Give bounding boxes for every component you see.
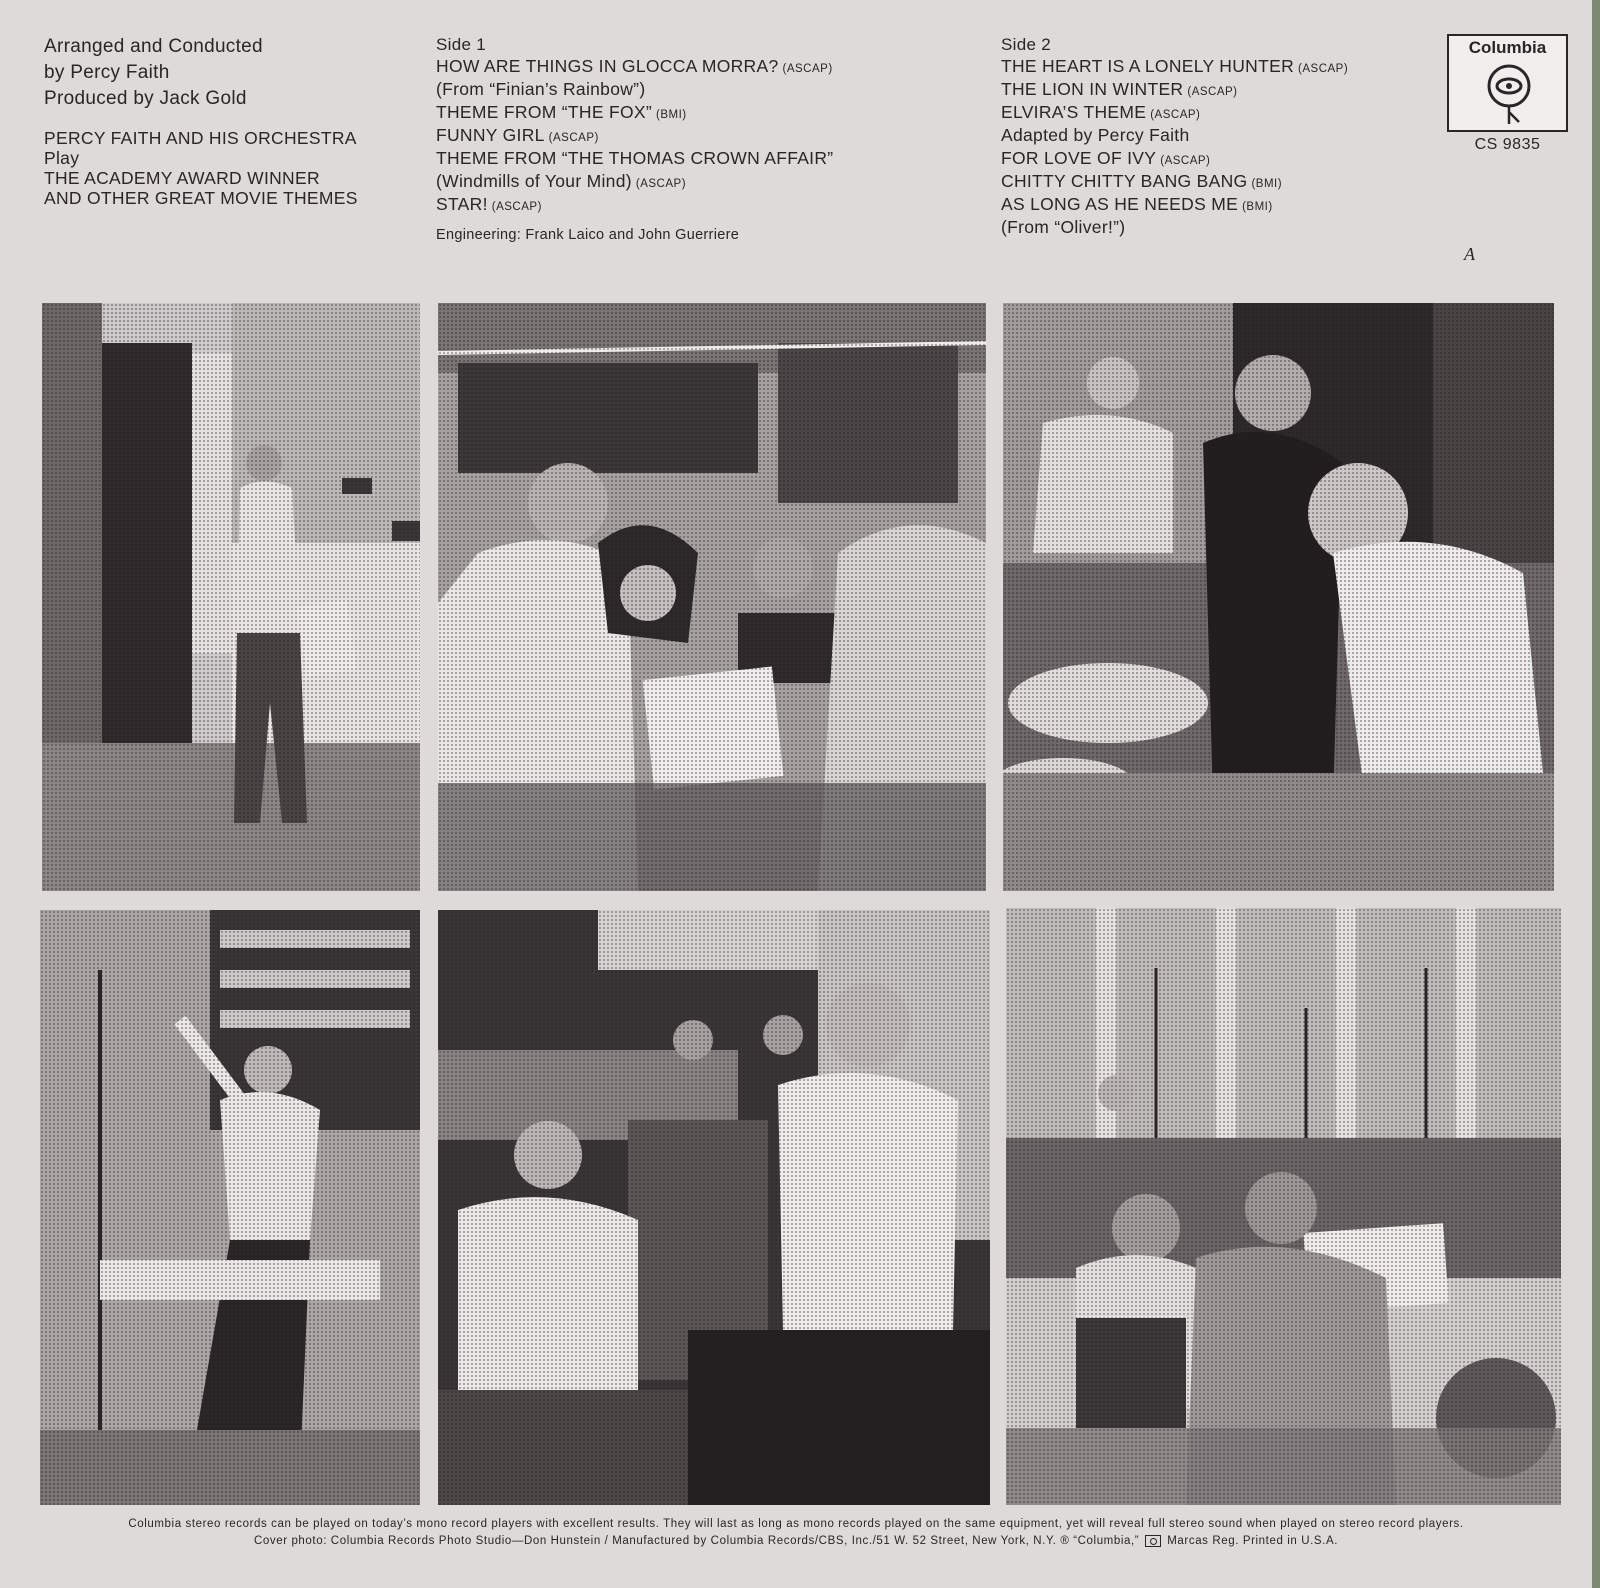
track-society: (ASCAP)	[1298, 63, 1349, 75]
manufacturer-credit	[40, 1535, 1552, 1547]
track-line	[1001, 171, 1421, 194]
track-line	[436, 125, 956, 148]
track-title: (Windmills of Your Mind)	[436, 171, 632, 191]
track-title: FUNNY GIRL	[436, 125, 545, 145]
track-title: CHITTY CHITTY BANG BANG	[1001, 171, 1248, 191]
photo-conductor-doorway	[42, 303, 420, 891]
track-line	[1001, 56, 1421, 79]
artist-line: PERCY FAITH AND HIS ORCHESTRA	[44, 128, 357, 148]
walking-eye-icon	[1483, 64, 1535, 126]
label-name: Columbia	[1468, 38, 1547, 57]
track-society: (ASCAP)	[635, 178, 687, 190]
track-title: (From “Finian’s Rainbow”)	[436, 79, 646, 99]
track-line	[1001, 125, 1421, 148]
track-society: (ASCAP)	[1187, 86, 1238, 98]
track-society: (BMI)	[655, 109, 687, 121]
photo-studio-group	[438, 303, 986, 891]
trademark-text: Marcas Reg. Printed in U.S.A.	[1167, 1535, 1339, 1548]
track-line	[436, 171, 956, 194]
photo-control-room	[438, 910, 990, 1505]
track-society: (ASCAP)	[1160, 155, 1211, 167]
photo-orchestra	[1006, 908, 1561, 1505]
track-line	[436, 102, 956, 125]
photo-conductor-mics	[40, 910, 420, 1505]
track-title: STAR!	[436, 194, 488, 214]
engineering-credit: Engineering: Frank Laico and John Guerriere	[436, 227, 740, 243]
track-title: AS LONG AS HE NEEDS ME	[1001, 194, 1239, 214]
track-line	[1001, 79, 1421, 102]
side-1-tracklist	[436, 34, 956, 245]
side-2-tracklist	[1001, 34, 1421, 240]
track-line	[436, 194, 956, 217]
credits-column	[44, 34, 404, 208]
track-title: (From “Oliver!”)	[1001, 217, 1126, 237]
columbia-logo	[1447, 34, 1568, 132]
side-2-heading: Side 2	[1001, 35, 1052, 54]
track-title: THEME FROM “THE THOMAS CROWN AFFAIR”	[436, 148, 834, 168]
track-title: FOR LOVE OF IVY	[1001, 148, 1157, 168]
track-society: (ASCAP)	[491, 201, 542, 213]
artist-line: THE ACADEMY AWARD WINNER	[44, 168, 320, 188]
artist-line: AND OTHER GREAT MOVIE THEMES	[44, 188, 358, 208]
artist-line: Play	[44, 148, 80, 168]
track-title: THE HEART IS A LONELY HUNTER	[1001, 56, 1295, 76]
stereo-notice: Columbia stereo records can be played on today’s mono record players with excellent results. They will last as long as mono records played on the same equipment, yet will reveal full stereo sound when played on stereo record players.	[128, 1518, 1464, 1530]
side-1-heading: Side 1	[436, 35, 487, 54]
track-title: THEME FROM “THE FOX”	[436, 102, 652, 122]
track-line	[1001, 217, 1421, 240]
cbs-eye-icon	[1145, 1535, 1161, 1547]
track-society: (ASCAP)	[548, 132, 599, 144]
track-society: (BMI)	[1251, 178, 1283, 190]
photo-drums-discussion	[1003, 303, 1554, 891]
track-society: (BMI)	[1242, 201, 1273, 213]
track-line	[436, 56, 956, 79]
track-title: HOW ARE THINGS IN GLOCCA MORRA?	[436, 56, 779, 76]
track-line	[436, 79, 956, 102]
track-society: (ASCAP)	[1150, 109, 1201, 121]
arranged-credit: Arranged and Conducted	[44, 36, 263, 57]
producer-credit: Produced by Jack Gold	[44, 88, 247, 109]
photo-credit-text: Cover photo: Columbia Records Photo Studio—Don Hunstein / Manufactured by Columbia Records/CBS, Inc./51 W. 52 Street, New York, N.Y. ® “Columbia,”	[253, 1535, 1140, 1548]
catalog-number: CS 9835	[1474, 136, 1541, 153]
sleeve-letter: A	[1464, 244, 1475, 264]
track-title: THE LION IN WINTER	[1001, 79, 1184, 99]
track-title: Adapted by Percy Faith	[1001, 125, 1190, 145]
conductor-credit: by Percy Faith	[44, 62, 170, 83]
track-line	[1001, 194, 1421, 217]
album-title-block	[44, 128, 404, 208]
track-title: ELVIRA’S THEME	[1001, 102, 1147, 122]
track-society: (ASCAP)	[782, 63, 833, 75]
track-line	[436, 148, 956, 171]
track-line	[1001, 148, 1421, 171]
track-line	[1001, 102, 1421, 125]
